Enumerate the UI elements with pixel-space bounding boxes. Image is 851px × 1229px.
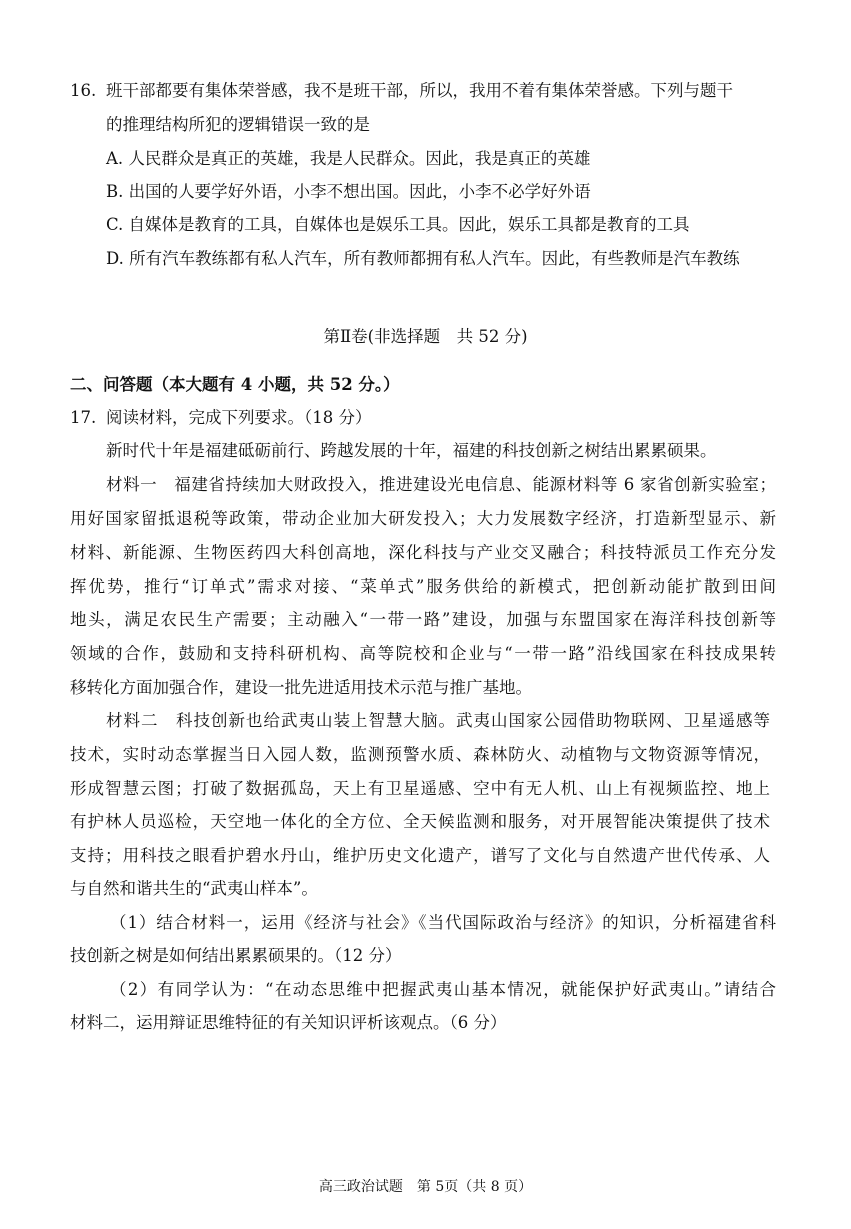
material2-line: 与自然和谐共生的“武夷山样本”。	[70, 879, 318, 898]
material1-line: 材料、新能源、生物医药四大科创高地，深化科技与产业交叉融合；科技特派员工作充分发	[70, 543, 776, 562]
q17-number: 17.	[70, 408, 97, 427]
material2-line: 材料二 科技创新也给武夷山装上智慧大脑。武夷山国家公园借助物联网、卫星遥感等	[106, 711, 770, 730]
page-footer: 高三政治试题 第 5页（共 8 页）	[318, 1179, 533, 1195]
section-heading: 二、问答题（本大题有 4 小题，共 52 分。）	[70, 375, 400, 394]
q17-sub1-line-1: （1）结合材料一，运用《经济与社会》《当代国际政治与经济》的知识，分析福建省科	[110, 913, 776, 932]
material2-line: 形成智慧云图；打破了数据孤岛，天上有卫星遥感、空中有无人机、山上有视频监控、地上	[70, 779, 770, 798]
q16-stem-line-1	[70, 80, 733, 102]
material1-line: 挥优势，推行“订单式”需求对接、“菜单式”服务供给的新模式，把创新动能扩散到田间	[70, 577, 776, 596]
q17-title: 阅读材料，完成下列要求。（18 分）	[106, 408, 372, 427]
material1-line: 用好国家留抵退税等政策，带动企业加大研发投入；大力发展数字经济，打造新型显示、新	[70, 509, 776, 528]
q17-sub1-line-2: 技创新之树是如何结出累累硕果的。（12 分）	[70, 946, 402, 965]
material1-line: 移转化方面加强合作，建设一批先进适用技术示范与推广基地。	[70, 678, 532, 697]
material1-line: 材料一 福建省持续加大财政投入，推进建设光电信息、能源材料等 6 家省创新实验室；	[106, 475, 776, 494]
q17-sub2-line-1: （2）有同学认为：“在动态思维中把握武夷山基本情况，就能保护好武夷山。”请结合	[110, 980, 776, 999]
q16-option-b: B. 出国的人要学好外语，小李不想出国。因此，小李不必学好外语	[106, 182, 591, 201]
q16-option-c: C. 自媒体是教育的工具，自媒体也是娱乐工具。因此，娱乐工具都是教育的工具	[106, 215, 690, 234]
material1-line: 领域的合作，鼓励和支持科研机构、高等院校和企业与“一带一路”沿线国家在科技成果转	[70, 644, 776, 663]
q16-option-a: A. 人民群众是真正的英雄，我是人民群众。因此，我是真正的英雄	[106, 149, 591, 168]
q16-number: 16.	[70, 81, 97, 100]
material2-line: 支持；用科技之眼看护碧水丹山，维护历史文化遗产，谱写了文化与自然遗产世代传承、人	[70, 846, 770, 865]
q17-sub2-line-2: 材料二，运用辩证思维特征的有关知识评析该观点。（6 分）	[70, 1013, 507, 1032]
material2-line: 有护林人员巡检，天空地一体化的全方位、全天候监测和服务，对开展智能决策提供了技术	[70, 812, 770, 831]
material2-line: 技术，实时动态掌握当日入园人数，监测预警水质、森林防火、动植物与文物资源等情况，	[70, 745, 770, 764]
q16-stem-line-2: 的推理结构所犯的逻辑错误一致的是	[106, 115, 370, 134]
material1-line: 地头，满足农民生产需要；主动融入“一带一路”建设，加强与东盟国家在海洋科技创新等	[70, 610, 776, 629]
q17-intro: 新时代十年是福建砥砺前行、跨越发展的十年，福建的科技创新之树结出累累硕果。	[106, 441, 717, 460]
q17-title-line	[70, 407, 372, 429]
volume-title: 第Ⅱ卷(非选择题 共 52 分)	[323, 327, 528, 346]
q16-option-d: D. 所有汽车教练都有私人汽车，所有教师都拥有私人汽车。因此，有些教师是汽车教练	[106, 249, 740, 268]
q16-stem-text-1: 班干部都要有集体荣誉感，我不是班干部，所以，我用不着有集体荣誉感。下列与题干	[106, 81, 733, 100]
